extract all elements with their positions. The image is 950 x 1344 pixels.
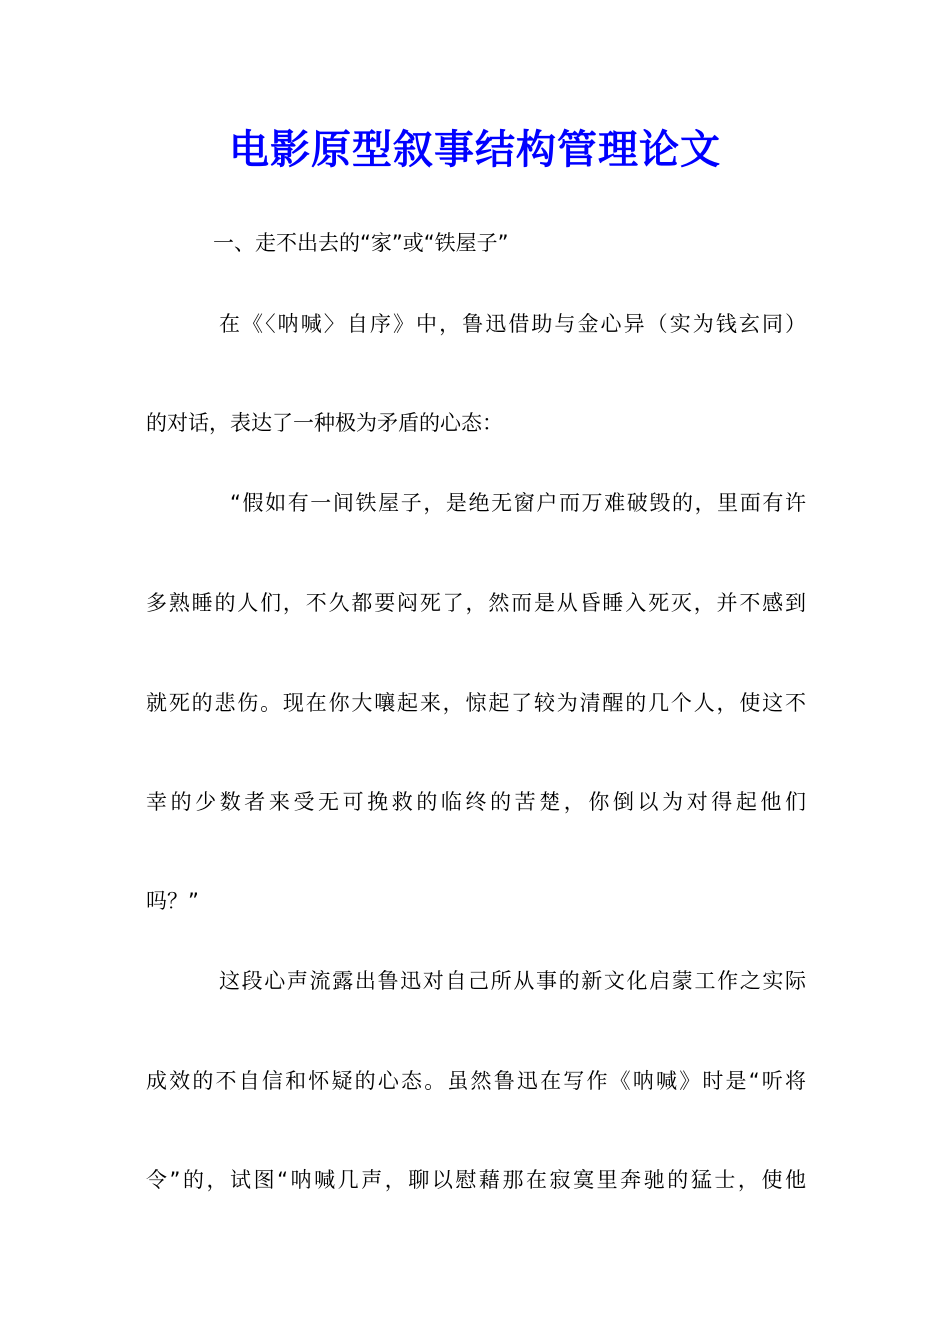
quote-line: 幸的少数者来受无可挽救的临终的苦楚，你倒以为对得起他们 bbox=[146, 790, 806, 814]
quote-line: 就死的悲伤。现在你大嚷起来，惊起了较为清醒的几个人，使这不 bbox=[146, 691, 806, 715]
quote-line: 吗？” bbox=[146, 889, 199, 913]
paragraph-line: 在《〈呐喊〉自序》中，鲁迅借助与金心异（实为钱玄同） bbox=[219, 312, 806, 336]
paragraph-line: 成效的不自信和怀疑的心态。虽然鲁迅在写作《呐喊》时是“听将 bbox=[146, 1069, 806, 1093]
paragraph-line: 这段心声流露出鲁迅对自己所从事的新文化启蒙工作之实际 bbox=[219, 969, 806, 993]
quote-line: 多熟睡的人们，不久都要闷死了，然而是从昏睡入死灭，并不感到 bbox=[146, 591, 806, 615]
paragraph-line: 令”的，试图“呐喊几声，聊以慰藉那在寂寞里奔驰的猛士，使他 bbox=[146, 1168, 806, 1192]
paragraph-line: 的对话，表达了一种极为矛盾的心态： bbox=[146, 411, 503, 435]
section-heading: 一、走不出去的“家”或“铁屋子” bbox=[213, 231, 509, 255]
document-title: 电影原型叙事结构管理论文 bbox=[229, 126, 721, 173]
quote-line: “假如有一间铁屋子，是绝无窗户而万难破毁的，里面有许 bbox=[230, 491, 806, 515]
